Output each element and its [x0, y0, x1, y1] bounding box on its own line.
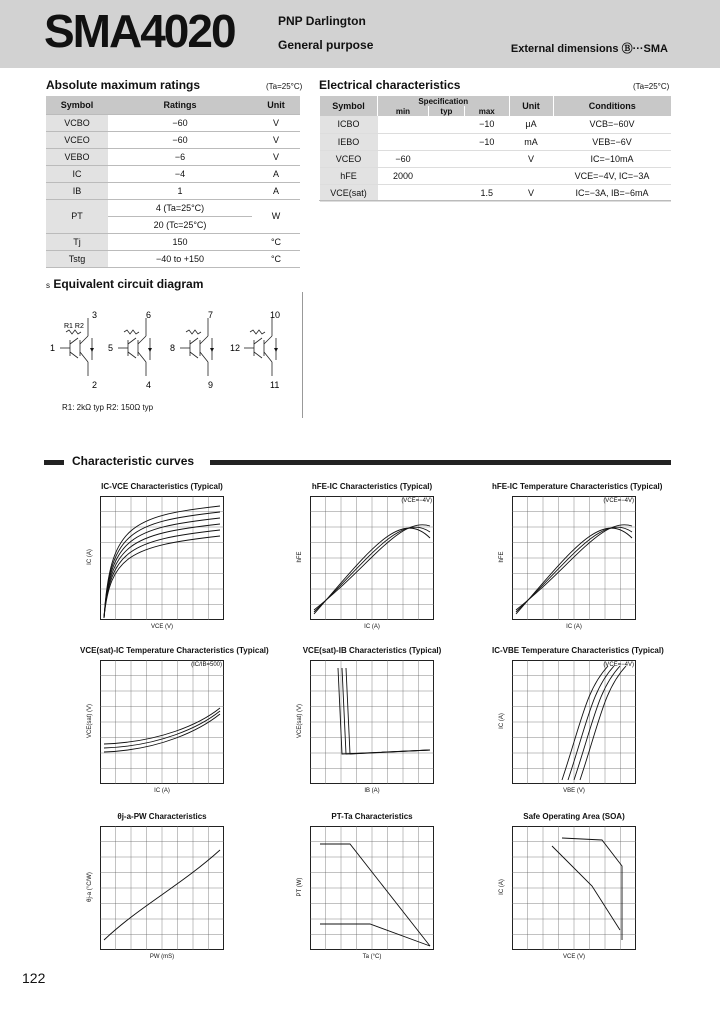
- plot-xlabel: Ta (°C): [362, 954, 382, 960]
- table-row: [46, 114, 300, 131]
- plot-ylabel: VCE(sat) (V): [87, 704, 93, 739]
- pin-bottom-3: 9: [208, 380, 214, 390]
- elec-header-symbol: Symbol: [320, 96, 378, 116]
- table-row: [320, 133, 672, 150]
- plot-title: VCE(sat)-IB Characteristics (Typical): [302, 646, 442, 655]
- table-row: [46, 131, 300, 148]
- plot-area: [100, 496, 224, 620]
- abs-unit: °C: [252, 250, 300, 267]
- pin-left-4: 12: [230, 343, 241, 353]
- elec-header-unit: Unit: [509, 96, 553, 116]
- table-row: [46, 250, 300, 267]
- elec-max: [464, 167, 509, 184]
- plot-condition-note: (IC/IB=500): [191, 662, 222, 668]
- plot-condition-note: (VCE=−4V): [603, 498, 634, 504]
- abs-symbol: IC: [46, 165, 108, 182]
- elec-unit: μA: [509, 116, 553, 133]
- pin-left-1: 1: [50, 343, 56, 353]
- plot-condition-note: (VCE=−4V): [603, 662, 634, 668]
- elec-typ: [428, 133, 464, 150]
- plot-ylabel: hFE: [297, 551, 303, 563]
- elec-title: Electrical characteristics: [319, 78, 461, 92]
- pin-top-4: 10: [270, 310, 281, 320]
- pin-bottom-1: 2: [92, 380, 98, 390]
- circuit-resistor-label: R1 R2: [64, 323, 84, 330]
- elec-symbol: ICBO: [320, 116, 378, 133]
- curves-title: Characteristic curves: [72, 454, 195, 468]
- abs-max-condition: (Ta=25°C): [266, 82, 303, 91]
- table-row: [46, 182, 300, 199]
- elec-condition: (Ta=25°C): [633, 82, 670, 91]
- abs-symbol: VCBO: [46, 114, 108, 131]
- abs-symbol: Tj: [46, 233, 108, 250]
- page-number: 122: [22, 970, 46, 986]
- elec-header-conditions: Conditions: [553, 96, 671, 116]
- abs-rating: 4 (Ta=25°C): [108, 199, 252, 216]
- abs-unit: V: [252, 114, 300, 131]
- darlington-unit-3: [180, 318, 212, 376]
- elec-min: [378, 184, 429, 201]
- plot-title: Safe Operating Area (SOA): [523, 812, 625, 821]
- abs-symbol: IB: [46, 182, 108, 199]
- elec-table: [319, 96, 671, 202]
- plot-ylabel: PT (W): [297, 877, 303, 897]
- elec-header-spec: Specification: [378, 96, 510, 106]
- table-row: [320, 150, 672, 167]
- table-row: [320, 116, 672, 133]
- plot-title: hFE-IC Temperature Characteristics (Typical): [492, 482, 663, 491]
- plot-title: hFE-IC Characteristics (Typical): [311, 482, 433, 491]
- pin-left-2: 5: [108, 343, 114, 353]
- circuit-resistor-note: R1: 2kΩ typ R2: 150Ω typ: [62, 403, 154, 412]
- plot-title: PT-Ta Characteristics: [331, 812, 413, 821]
- elec-typ: [428, 116, 464, 133]
- abs-rating: 20 (Tc=25°C): [108, 216, 252, 233]
- plot-ylabel: θj-a (°C/W): [87, 872, 93, 902]
- plot-xlabel: PW (mS): [149, 954, 175, 960]
- plot-ylabel: VCE(sat) (V): [297, 704, 303, 739]
- table-row: [46, 233, 300, 250]
- abs-max-table: [46, 96, 300, 268]
- elec-max: [464, 150, 509, 167]
- table-row: [46, 148, 300, 165]
- plot-area: [310, 826, 434, 950]
- pin-left-3: 8: [170, 343, 176, 353]
- elec-cond: VEB=−6V: [553, 133, 671, 150]
- pin-top-2: 6: [146, 310, 152, 320]
- elec-typ: [428, 167, 464, 184]
- elec-min: [378, 133, 429, 150]
- plot-area: [100, 826, 224, 950]
- elec-header-typ: typ: [428, 106, 464, 116]
- elec-symbol: VCE(sat): [320, 184, 378, 201]
- darlington-unit-2: [118, 318, 150, 376]
- abs-rating: −6: [108, 148, 252, 165]
- plot-ylabel: IC (A): [499, 879, 505, 895]
- elec-max: 1.5: [464, 184, 509, 201]
- abs-symbol: PT: [46, 199, 108, 233]
- plot-title: IC-VBE Temperature Characteristics (Typical): [492, 646, 664, 655]
- abs-max-header-unit: Unit: [252, 96, 300, 114]
- darlington-unit-4: [244, 318, 276, 376]
- plot-xlabel: IC (A): [364, 624, 380, 630]
- abs-rating: 1: [108, 182, 252, 199]
- plot-area: [310, 660, 434, 784]
- elec-cond: VCB=−60V: [553, 116, 671, 133]
- elec-symbol: hFE: [320, 167, 378, 184]
- circuit-frame-line: [302, 292, 303, 418]
- elec-min: [378, 116, 429, 133]
- abs-unit: V: [252, 148, 300, 165]
- circuit-title-text: Equivalent circuit diagram: [53, 277, 204, 291]
- abs-unit: A: [252, 165, 300, 182]
- plot-area: [512, 660, 636, 784]
- elec-cond: VCE=−4V, IC=−3A: [553, 167, 671, 184]
- plot-xlabel: VCE (V): [562, 954, 585, 960]
- table-row: [320, 167, 672, 184]
- pin-bottom-4: 11: [270, 380, 280, 390]
- plot-area: [310, 496, 434, 620]
- plot-xlabel: IB (A): [364, 788, 380, 794]
- abs-max-title: Absolute maximum ratings: [46, 78, 201, 92]
- plot-title: θj-a-PW Characteristics: [117, 812, 207, 821]
- elec-cond: IC=−3A, IB=−6mA: [553, 184, 671, 201]
- abs-rating: −60: [108, 114, 252, 131]
- abs-symbol: VEBO: [46, 148, 108, 165]
- plot-condition-note: (VCE=−4V): [401, 498, 432, 504]
- elec-unit: V: [509, 150, 553, 167]
- abs-unit: W: [252, 199, 300, 233]
- circuit-title: [46, 277, 203, 291]
- plot-title: VCE(sat)-IC Temperature Characteristics (Typical): [80, 646, 269, 655]
- table-row: [46, 199, 300, 216]
- abs-symbol: VCEO: [46, 131, 108, 148]
- elec-table-bottom-rule: [319, 200, 671, 201]
- abs-symbol: Tstg: [46, 250, 108, 267]
- elec-header-min: min: [378, 106, 429, 116]
- elec-cond: IC=−10mA: [553, 150, 671, 167]
- abs-max-header-symbol: Symbol: [46, 96, 108, 114]
- abs-rating: −4: [108, 165, 252, 182]
- pin-top-3: 7: [208, 310, 214, 320]
- part-number: SMA4020: [44, 5, 235, 57]
- abs-rating: −60: [108, 131, 252, 148]
- elec-typ: [428, 184, 464, 201]
- external-dimensions: External dimensions Ⓑ···SMA: [510, 43, 668, 55]
- plot-area: [100, 660, 224, 784]
- plot-ylabel: IC (A): [499, 713, 505, 729]
- abs-unit: A: [252, 182, 300, 199]
- elec-unit: mA: [509, 133, 553, 150]
- abs-rating: −40 to +150: [108, 250, 252, 267]
- plot-title: IC-VCE Characteristics (Typical): [101, 482, 223, 491]
- elec-unit: [509, 167, 553, 184]
- elec-max: −10: [464, 133, 509, 150]
- subtitle-purpose: General purpose: [278, 38, 374, 52]
- elec-min: −60: [378, 150, 429, 167]
- elec-symbol: IEBO: [320, 133, 378, 150]
- equivalent-circuit-diagram: [46, 308, 296, 396]
- abs-unit: V: [252, 131, 300, 148]
- subtitle-type: PNP Darlington: [278, 14, 366, 28]
- elec-header-max: max: [464, 106, 509, 116]
- abs-max-header-ratings: Ratings: [108, 96, 252, 114]
- table-row: [46, 165, 300, 182]
- elec-unit: V: [509, 184, 553, 201]
- plot-ylabel: IC (A): [87, 549, 93, 565]
- elec-min: 2000: [378, 167, 429, 184]
- plot-ylabel: hFE: [499, 551, 505, 563]
- plot-xlabel: IC (A): [154, 788, 170, 794]
- plot-xlabel: IC (A): [566, 624, 582, 630]
- table-row: [320, 184, 672, 201]
- elec-symbol: VCEO: [320, 150, 378, 167]
- plot-area: [512, 496, 636, 620]
- circuit-bullet: s: [46, 281, 50, 290]
- abs-unit: °C: [252, 233, 300, 250]
- pin-bottom-2: 4: [146, 380, 152, 390]
- plot-area: [512, 826, 636, 950]
- pin-top-1: 3: [92, 310, 98, 320]
- elec-typ: [428, 150, 464, 167]
- abs-rating: 150: [108, 233, 252, 250]
- plot-xlabel: VBE (V): [563, 788, 585, 794]
- plot-xlabel: VCE (V): [150, 624, 173, 630]
- elec-max: −10: [464, 116, 509, 133]
